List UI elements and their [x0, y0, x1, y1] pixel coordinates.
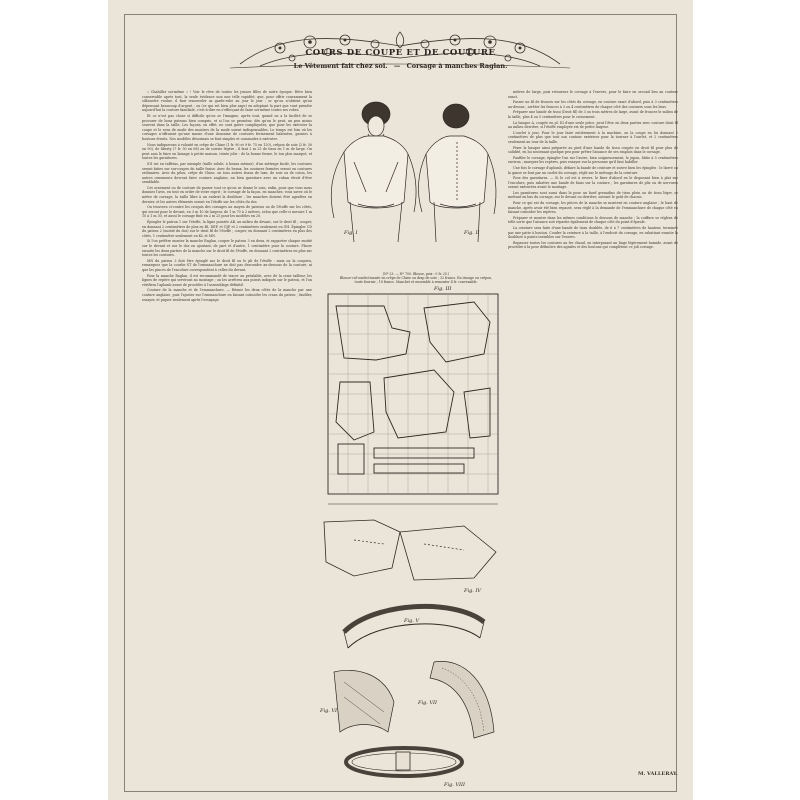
caption-text: Blouse-cul-confectionnée en crêpe de Chine ou drap de soie ; 32 francs. En tissage ou crépon, toute fournie ; 18 francs. Manchet et ensemble à remonter 4 fr. convenable.: [339, 276, 493, 284]
left-column-paragraph: Épingler le patron 1 sur l'étoffe, la ligne pointée AB, au milieu du devant, sur le droit fil ; couper, en donnant 2 centimètres de plus en BI, DEF, et GJP, et 2 centimètres seulement en GH. Épingler CD du patron 2 (moitié du dos) sur le droit fil de l'étoffe ; couper, en donnant 2 centimètres en plus des côtés, 1 centimètre seulement en KL et MN.: [142, 220, 312, 238]
fig8-label: Fig. VIII: [444, 782, 465, 788]
left-column-paragraph: Couture de la manche et de l'emmanchure. — Réunir les deux côtés de la manche par une couture anglaise, puis l'ajuster sur l'emmanchure en faisant coïncider les crans du patron ; faufiler, essayer, et piquer seulement après l'essayage.: [142, 288, 312, 302]
left-column-paragraph: Pour la manche Raglan, il est recommandé de tracer au préalable, avec de la craie tailleur, les lignes de repère qui serviront au montage ; on les arrêtera aux points indiqués sur le patron, et l'on vérifiera l'aplomb avant de procéder à l'assemblage définitif.: [142, 273, 312, 287]
right-column-paragraph: La basque A, coupée en pl. III d'une seule pièce, peut l'être en deux parties avec couture droit fil au milieu derrière, si l'étoffe employée est de petite largeur.: [508, 120, 678, 130]
page-sheet: [108, 0, 693, 800]
left-column-paragraph: « Chahiller soi-même » ! Voir le rêve de toutes les jeunes filles de notre époque. Rêve bien conservable après tout, la seule évidence non une telle rapidité, que, pour offrir couramment la silhouette voulue, il faut renouveler sa garde-robe au jour le jour ; or qu'on n'obtient qu'au dépensant beaucoup d'argent ; ou (ce qui est bien plus sage) en adoptant la part que vont prendre aujourd'hui la couture familiale, c'est-à-dire en s'efforçant de faire soi-même toutes ses robes.: [142, 90, 312, 113]
fig6-detail: [334, 670, 394, 732]
fig5-band: [344, 606, 484, 648]
right-column-paragraph: Repasser toutes les coutures au fer chaud, en interposant un linge légèrement humide, avant de procéder à la pose définitive des agrafes et des boutons qui complètent ce joli corsage.: [508, 240, 678, 250]
caption-ref: (Nº 23. — Nº 700. Blouse, prix : 0 fr. 25.): [382, 272, 450, 276]
fig2-illustration: [419, 104, 496, 242]
right-column-paragraph: Pour ce qui est du corsage, les pièces de la manche se montent en couture anglaise ; le haut de manche, après avoir été bien repassé, sera réglé à la demande de l'emmanchure de chaque côté en faisant coïncider les repères.: [508, 201, 678, 215]
subtitle-left: Le Vêtement fait chez soi.: [293, 62, 388, 70]
right-column-paragraph: Fixer la basque ainsi préparée au pied d'une bande de tissu coupée en droit fil pour plus de solidité, en lui soutenant quelque peu pour prêter l'aisance de ses emplois dans le corsage.: [508, 145, 678, 155]
article-column-right: [508, 90, 678, 785]
fig6-label: Fig. VI: [320, 708, 338, 714]
right-column-paragraph: Les garnitures sont aussi dans la pose un bord grenadins de tissu plein ou de tissu léger, se mettant en bas du corsage, sur le devant ou derrière, suivant le goût de chacun.: [508, 190, 678, 200]
fig5-label: Fig. V: [404, 618, 420, 624]
figure-caption: [336, 272, 496, 284]
fig1-label: Fig. I: [344, 230, 358, 236]
floral-banner: [220, 24, 580, 94]
right-column-paragraph: L'ourlet à jour. Pour le jour faire entièrement à la machine, on la coupe en lui donnant 2 centimètres de plus que tout son contour extérieur pour la tourner à l'ourlet, et 2 centimètres seulement au tour de la taille.: [508, 130, 678, 144]
left-column-paragraph: On trouvera ci-contre les croquis des corsages au moyen de patrons ou de l'étoffe sur les côtés, qui seront pour le devant, en 3 m 10 de largeur, de 1 m 70 à 2 mètres, selon que celle-ci mesure 1 m 10 à 1 m 30, et aussi le corsage finit en 2 m 25 pour les modèles en 20.: [142, 205, 312, 219]
page-subtitle: [108, 62, 693, 70]
fig2-label: Fig. II: [464, 230, 480, 236]
page-title: COURS DE COUPE ET DE COUTURE: [305, 48, 496, 58]
fig3-label: Fig. III: [434, 286, 452, 292]
fig7-label: Fig. VII: [418, 700, 438, 706]
fig8-belt: [346, 748, 462, 776]
fig7-detail: [430, 661, 494, 738]
fig4-label: Fig. IV: [464, 588, 482, 594]
right-column-paragraph: La ceinture sera faite d'une bande de tissu doublée, de 6 à 7 centimètres de hauteur, terminée par une patte à bouton. Coudre la ceinture à la taille, à l'endroit du corsage, en rabattant ensuite la doublure à points invisibles sur l'envers.: [508, 226, 678, 240]
right-column-paragraph: Préparer une bande de tissu (Droit fil) de 3 ou trois mètres de large, avant de froncer le milieu de la taille, plus 4 ou 5 centimètres pour le croisement.: [508, 110, 678, 119]
subtitle-right: Corsage à manches Raglan.: [406, 62, 508, 70]
right-column-paragraph: Faufiler le corsage, épingler l'un sur l'autre, bien soigneusement, le jupon, bâtie à 5 centimètres environ ; marquer les repères, puis essayer sur la personne qu'il faut habiller.: [508, 155, 678, 165]
right-column-paragraph: Préparer et monter dans les mêmes conditions le dessous de manche ; la coiffure se réglera de telle sorte que l'aisance soit répartie également de chaque côté du point d'épaule.: [508, 215, 678, 225]
fig4-sleeve: [324, 520, 496, 580]
pattern-figures: [314, 92, 506, 792]
fig3-pattern: [328, 294, 498, 504]
left-column-paragraph: Nous indiquerons à volonté en crêpe de Chine (1 fr. 90 et 9 fr. 75 en 120), crêpon de soie (2 fr. 30 en 90), de liberty (7 fr. 50 en 68) ou de soierie légère ; il faut 2 m 25 de tissu en 1 m de large. On peut ausi le faire en lainage à petite maison, teinte jolie : de la bonne ferme, le ton plus marqué, et toutes les garnitures.: [142, 142, 312, 161]
fig1-illustration: [331, 102, 416, 242]
right-column-paragraph: Pose des garnitures. — Si le col est à revers, le fixer d'abord en le disposant bien à plat sur l'encolure, puis rabattre une bande de biais sur la couture ; les garnitures de plis ou de nervures seront exécutées avant le montage.: [508, 176, 678, 190]
left-column-paragraph: Cet ornement ou de couture de passer tout ce qu'on se donne le soin, enfin, pour que vous nous donniez l'avis, en tout en ordre de votre esprit ; le corsage de la façon, en manches, vous savez où le mètre de corsage, la taille libre à un endroit la doublure ; les manches doivent être agrafées en dernier, et les autres éléments seront en l'étoffe sur les côtés du dos.: [142, 185, 312, 204]
left-column-paragraph: Et ce n'est pas chose si difficile qu'on se l'imagine, après tout, quand on a la facilité de se procurer de bons patrons bien compris, et si l'on se promène, dès qu'on le peut, un peu moins souvent dans la taille. Les façons, en effet, ne sont guère compliquées, que pour les exécuter la coupe et le sens de mode des montres de la mode soient indispensables. Le temps est loin où les corsages n'offraient qu'une masse d'une douzaine de coutures fermement baleinées, garnies à boutons étroits. Nos modèles désormais se font simples et commodes à exécuter.: [142, 113, 312, 141]
left-column-paragraph: Si l'on préfère monter la manche Raglan, couper le patron 3 en deux, et rapporter chaque moitié sur le devant et sur le dos en ajoutant, de part et d'autre, 1 centimètre pour la couture. Placer ensuite les deux parties de la manche sur le droit fil de l'étoffe, en donnant 2 centimètres en plus sur toutes les coutures.: [142, 239, 312, 258]
article-column-left: [142, 90, 312, 785]
subtitle-separator: —: [393, 62, 401, 70]
left-column-paragraph: MN du patron 3 doit être épinglé sur le droit fil ou le pli de l'étoffe : mais on la coupera, remarquez que la courbe ST de l'emmanchure ne doit pas descendre au-dessous de la couture, ni que les pinces de l'encolure correspondent à celles du devant.: [142, 258, 312, 272]
right-column-paragraph: Passer un fil de fronces sur les côtés du corsage, en couture exact d'abord, puis à 3 centimètres au-dessus ; arrêter les fronces à 3 ou 4 centimètres de chaque côté des coutures sous les bras.: [508, 100, 678, 109]
right-column-paragraph: Une fois le corsage d'aplomb, défaire la bande de ceinture et suivre bien les épingles : le liseré ou la ganse se font par un ourlet du corsage, réglé sur le métrage de la ceinture.: [508, 165, 678, 175]
right-column-paragraph: mètres de large, puis retourner le corsage à l'envers, pour le faire en second lieu au couteur exact.: [508, 90, 678, 99]
left-column-paragraph: S'il est en taffetas, par exemple (taille solide, à beaux mémes), d'un métrage facile, les coutures seront faites sur sur-coupes du taille fraise. Avec de beaux, les coutures fermées seront en coutures ordinaires. Avec du pilou, crêpe de Chine, on tous autres tissus de luxe, de soie ou de coton, les autres ornements devront faire couture anglaise, un bien garniture avec un ruban étroit d'être semblable.: [142, 161, 312, 185]
author-signature: M. VALLERAY.: [638, 771, 678, 777]
